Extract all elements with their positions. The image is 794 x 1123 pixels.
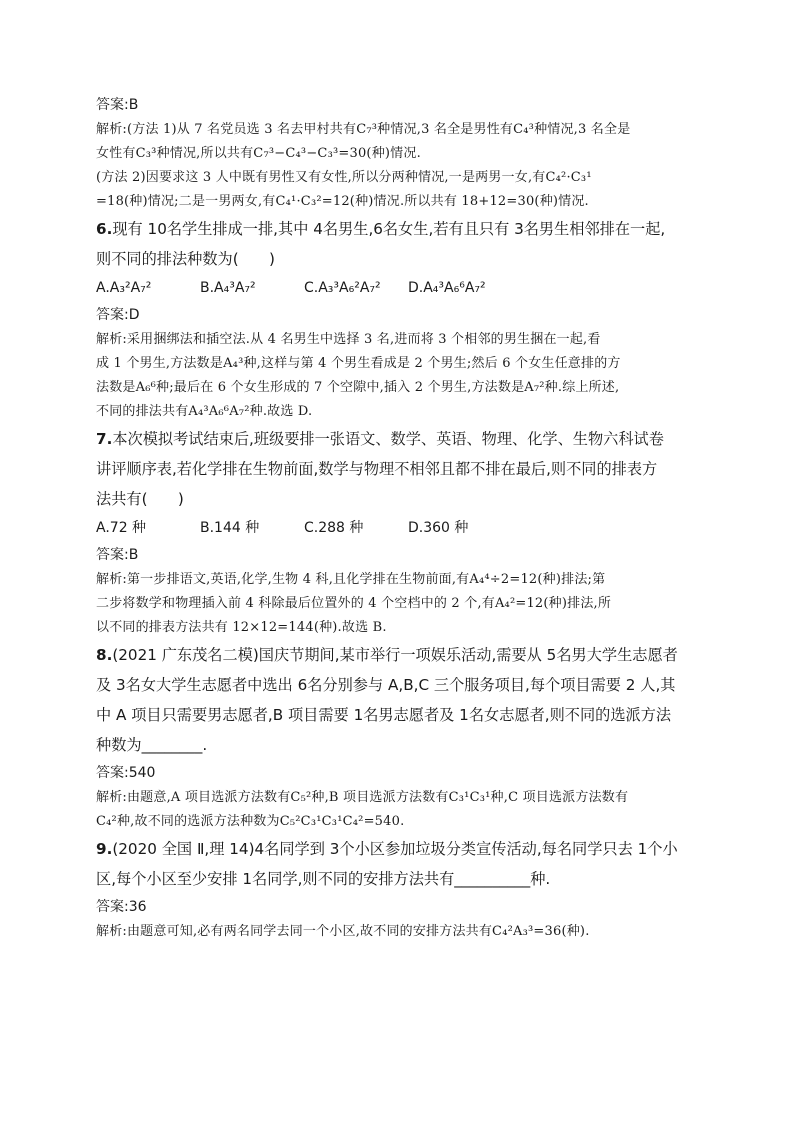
explanation-9-line-1: 解析:由题意可知,必有两名同学去同一个小区,故不同的安排方法共有C₄²A₃³=36(种). [96, 924, 590, 939]
question-8-number: 8. [96, 646, 113, 664]
explanation-7-line-3: 以不同的排表方法共有 12×12=144(种).故选 B. [96, 620, 387, 635]
question-8-line-2: 及 3名女大学生志愿者中选出 6名分别参与 A,B,C 三个服务项目,每个项目需要 2 人,其 [96, 676, 676, 694]
explanation-5-line-2: 女性有C₃³种情况,所以共有C₇³−C₄³−C₃³=30(种)情况. [96, 146, 421, 161]
question-8-line-3: 中 A 项目只需要男志愿者,B 项目需要 1名男志愿者及 1名女志愿者,则不同的选派方法 [96, 706, 672, 724]
explanation-5-line-1: 解析:(方法 1)从 7 名党员选 3 名去甲村共有C₇³种情况,3 名全是男性有C₄³种情况,3 名全是 [96, 122, 631, 137]
document-page [96, 92, 702, 944]
option-a: A.72 种 [96, 520, 147, 536]
question-6-line-2: 则不同的排法种数为( ) [96, 250, 275, 268]
question-7-line-1: 7.本次模拟考试结束后,班级要排一张语文、数学、英语、物理、化学、生物六科试卷 [96, 430, 664, 448]
question-7-number: 7. [96, 430, 113, 448]
option-b: B.144 种 [200, 520, 260, 536]
option-d: D.A₄³A₆⁶A₇² [408, 280, 486, 296]
answer-7: 答案:B [96, 547, 139, 563]
question-7-line-3: 法共有( ) [96, 490, 184, 508]
question-6-options [96, 274, 702, 302]
explanation-5-line-3: (方法 2)因要求这 3 人中既有男性又有女性,所以分两种情况,一是两男一女,有C₄²·C₃¹ [96, 170, 592, 185]
question-7-options [96, 514, 702, 542]
question-7-line-2: 讲评顺序表,若化学排在生物前面,数学与物理不相邻且都不排在最后,则不同的排表方 [96, 460, 658, 478]
answer-5: 答案:B [96, 97, 139, 113]
option-a: A.A₃²A₇² [96, 280, 152, 296]
question-9-number: 9. [96, 840, 113, 858]
question-6-line-1: 6.现有 10名学生排成一排,其中 4名男生,6名女生,若有且只有 3名男生相邻排在一起, [96, 220, 666, 238]
option-c: C.288 种 [304, 520, 364, 536]
answer-8: 答案:540 [96, 765, 156, 781]
explanation-6-line-2: 成 1 个男生,方法数是A₄³种,这样与第 4 个男生看成是 2 个男生;然后 6 个女生任意排的方 [96, 356, 621, 371]
explanation-5-line-4: =18(种)情况;二是一男两女,有C₄¹·C₃²=12(种)情况.所以共有 18+12=30(种)情况. [96, 194, 589, 209]
answer-9: 答案:36 [96, 899, 147, 915]
explanation-6-line-4: 不同的排法共有A₄³A₆⁶A₇²种.故选 D. [96, 404, 313, 419]
explanation-6-line-3: 法数是A₆⁶种;最后在 6 个女生形成的 7 个空隙中,插入 2 个男生,方法数是A₇²种.综上所述, [96, 380, 620, 395]
question-9-line-2: 区,每个小区至少安排 1名同学,则不同的安排方法共有__________种. [96, 870, 551, 888]
explanation-7-line-2: 二步将数学和物理插入前 4 科除最后位置外的 4 个空档中的 2 个,有A₄²=12(种)排法,所 [96, 596, 612, 611]
answer-6: 答案:D [96, 307, 140, 323]
explanation-8-line-1: 解析:由题意,A 项目选派方法数有C₅²种,B 项目选派方法数有C₃¹C₃¹种,C 项目选派方法数有 [96, 790, 629, 805]
option-d: D.360 种 [408, 520, 469, 536]
explanation-8-line-2: C₄²种,故不同的选派方法种数为C₅²C₃¹C₃¹C₄²=540. [96, 814, 405, 829]
question-8-line-4: 种数为________. [96, 736, 208, 754]
option-c: C.A₃³A₆²A₇² [304, 280, 381, 296]
explanation-7-line-1: 解析:第一步排语文,英语,化学,生物 4 科,且化学排在生物前面,有A₄⁴÷2=12(种)排法;第 [96, 572, 606, 587]
question-9-line-1: 9.(2020 全国 Ⅱ,理 14)4名同学到 3个小区参加垃圾分类宣传活动,每名同学只去 1个小 [96, 840, 678, 858]
explanation-6-line-1: 解析:采用捆绑法和插空法.从 4 名男生中选择 3 名,进而将 3 个相邻的男生捆在一起,看 [96, 332, 601, 347]
question-8-line-1: 8.(2021 广东茂名二模)国庆节期间,某市举行一项娱乐活动,需要从 5名男大学生志愿者 [96, 646, 678, 664]
option-b: B.A₄³A₇² [200, 280, 256, 296]
question-6-number: 6. [96, 220, 113, 238]
